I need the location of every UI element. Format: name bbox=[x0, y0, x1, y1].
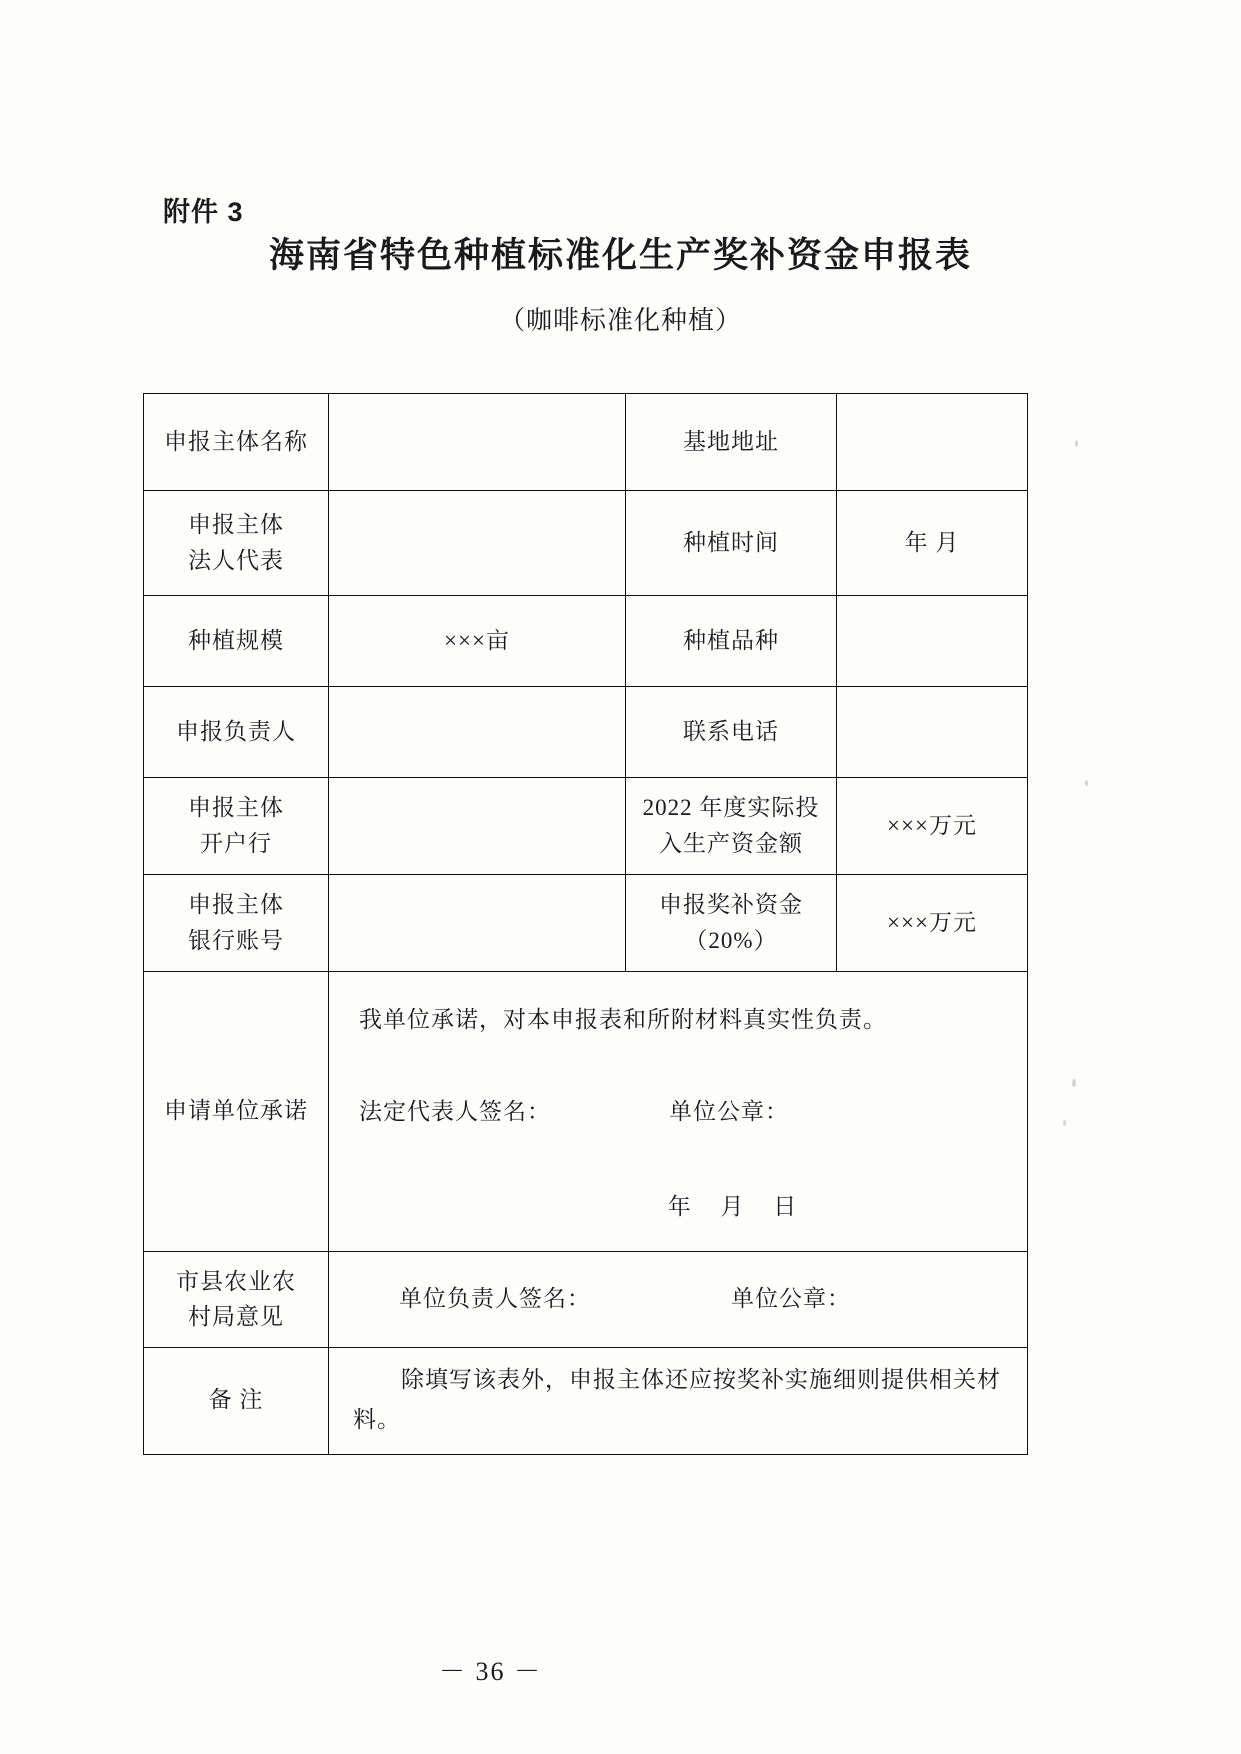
promise-label: 申请单位承诺 bbox=[144, 972, 329, 1252]
opinion-body bbox=[335, 1256, 1021, 1343]
base-address-label: 基地地址 bbox=[626, 394, 837, 491]
bank-field[interactable] bbox=[329, 778, 626, 875]
investment-label: 2022 年度实际投 入生产资金额 bbox=[626, 778, 837, 875]
investment-field[interactable]: ×××万元 bbox=[837, 778, 1028, 875]
remark-text: 除填写该表外，申报主体还应按奖补实施细则提供相关材料。 bbox=[353, 1367, 1001, 1432]
attachment-label: 附件 3 bbox=[163, 197, 244, 227]
table-row bbox=[144, 972, 1028, 1252]
account-label: 申报主体 银行账号 bbox=[144, 875, 329, 972]
promise-date-label: 年 月 日 bbox=[667, 1194, 809, 1220]
opinion-signature-row bbox=[359, 1256, 997, 1343]
table-row bbox=[144, 1347, 1028, 1454]
opinion-signature-label: 单位负责人签名： bbox=[399, 1286, 591, 1312]
promise-cell[interactable] bbox=[329, 972, 1028, 1252]
promise-text: 我单位承诺，对本申报表和所附材料真实性负责。 bbox=[359, 1007, 887, 1032]
scan-speck bbox=[1063, 1120, 1066, 1126]
scan-speck bbox=[1072, 1079, 1076, 1087]
scan-speck bbox=[1085, 780, 1088, 786]
applicant-name-field[interactable] bbox=[329, 394, 626, 491]
table-row bbox=[144, 875, 1028, 972]
legal-rep-field[interactable] bbox=[329, 491, 626, 596]
application-form bbox=[143, 393, 1005, 1455]
bureau-opinion-cell[interactable] bbox=[329, 1252, 1028, 1348]
table-row bbox=[144, 687, 1028, 778]
table-row bbox=[144, 491, 1028, 596]
variety-field[interactable] bbox=[837, 596, 1028, 687]
award-amount-field[interactable]: ×××万元 bbox=[837, 875, 1028, 972]
promise-signature-row bbox=[359, 1090, 997, 1134]
scan-speck bbox=[1075, 440, 1078, 447]
person-label: 申报负责人 bbox=[144, 687, 329, 778]
table-row bbox=[144, 596, 1028, 687]
plant-time-label: 种植时间 bbox=[626, 491, 837, 596]
phone-label: 联系电话 bbox=[626, 687, 837, 778]
opinion-seal-label: 单位公章： bbox=[731, 1286, 851, 1312]
promise-seal-label: 单位公章： bbox=[669, 1098, 789, 1124]
base-address-field[interactable] bbox=[837, 394, 1028, 491]
page-subtitle: （咖啡标准化种植） bbox=[498, 306, 742, 335]
person-field[interactable] bbox=[329, 687, 626, 778]
scale-label: 种植规模 bbox=[144, 596, 329, 687]
award-amount-label: 申报奖补资金 （20%） bbox=[626, 875, 837, 972]
legal-rep-label: 申报主体 法人代表 bbox=[144, 491, 329, 596]
remark-cell[interactable] bbox=[329, 1347, 1028, 1454]
table-row bbox=[144, 1252, 1028, 1348]
phone-field[interactable] bbox=[837, 687, 1028, 778]
variety-label: 种植品种 bbox=[626, 596, 837, 687]
table-row bbox=[144, 778, 1028, 875]
table-row bbox=[144, 394, 1028, 491]
applicant-name-label: 申报主体名称 bbox=[144, 394, 329, 491]
account-field[interactable] bbox=[329, 875, 626, 972]
promise-signature-label: 法定代表人签名： bbox=[359, 1098, 551, 1124]
bureau-opinion-label: 市县农业农 村局意见 bbox=[144, 1252, 329, 1348]
plant-time-field[interactable]: 年 月 bbox=[837, 491, 1028, 596]
page-number: － 36 － bbox=[438, 1657, 542, 1686]
remark-body bbox=[335, 1352, 1021, 1448]
promise-body bbox=[335, 998, 1021, 1229]
bank-label: 申报主体 开户行 bbox=[144, 778, 329, 875]
form-table bbox=[143, 393, 1028, 1455]
remark-label: 备 注 bbox=[144, 1347, 329, 1454]
page-title: 海南省特色种植标准化生产奖补资金申报表 bbox=[268, 236, 972, 275]
scale-field[interactable]: ×××亩 bbox=[329, 596, 626, 687]
